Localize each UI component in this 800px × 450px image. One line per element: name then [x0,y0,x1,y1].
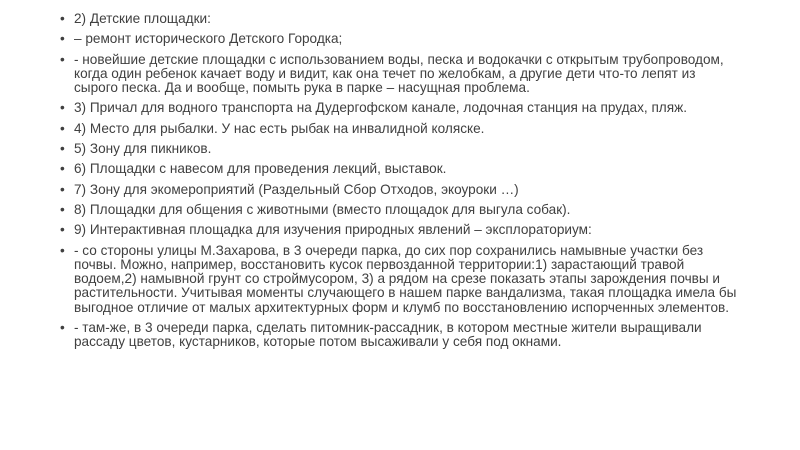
bullet-icon: • [60,51,65,67]
bullet-icon: • [60,242,65,258]
list-item [60,142,740,156]
list-item-text: 2) Детские площадки: [74,11,211,26]
list-item-text: 7) Зону для экомероприятий (Раздельный Сбор Отходов, экоуроки …) [74,181,519,197]
list-item-text: 8) Площадки для общения с животными (вместо площадок для выгула собак). [74,201,571,217]
list-item [60,101,740,115]
bullet-icon: • [60,320,65,336]
list-item [60,203,740,217]
list-item-text: – ремонт исторического Детского Городка; [74,31,343,47]
list-item-text: 3) Причал для водного транспорта на Дудергофском канале, лодочная станция на прудах, пляж. [74,100,687,116]
list-item-text: - там-же, в 3 очереди парка, сделать питомник-рассадник, в котором местные жители выращивали рассаду цветов, кустарников, которые потом высаживали у себя под окнами. [74,320,702,350]
list-item [60,244,740,315]
list-item-text: - со стороны улицы М.Захарова, в 3 очереди парка, до сих пор сохранились намывные участки без почвы. Можно, например, восстановить кусок первозданной территории:1) зарастающий травой водоем,2) намывной грунт со строймусором, 3) а рядом на срезе показать этапы зарождения почвы и растительности. Учитывая моменты случающего в нашем парке вандализма, такая площадка имела бы выгодное отличие от малых архитектурных форм и клумб по восстановлению испорченных элементов. [74,242,737,315]
bullet-icon: • [60,141,65,157]
bullet-icon: • [60,161,65,177]
list-item [60,53,740,96]
list-item-text: - новейшие детские площадки с использованием воды, песка и водокачки с открытым трубопроводом, когда один ребенок качает воду и видит, как она течет по желобкам, а другие дети что-то лепят из сырого песка. Да и вообще, помыть рука в парке – насущная проблема. [74,51,724,96]
list-item-text: 6) Площадки с навесом для проведения лекций, выставок. [74,161,447,177]
bullet-icon: • [60,11,65,26]
list-item-text: 5) Зону для пикников. [74,141,212,157]
list-item [60,12,740,26]
bullet-icon: • [60,100,65,116]
list-item [60,162,740,176]
bullet-icon: • [60,181,65,197]
bullet-icon: • [60,201,65,217]
bullet-icon: • [60,31,65,47]
list-item [60,122,740,136]
list-item [60,32,740,46]
list-item-text: 9) Интерактивная площадка для изучения природных явлений – эксплораториум: [74,222,592,238]
bullet-list [60,12,740,356]
bullet-icon: • [60,120,65,136]
list-item-text: 4) Место для рыбалки. У нас есть рыбак на инвалидной коляске. [74,120,485,136]
list-item [60,223,740,237]
bullet-icon: • [60,222,65,238]
list-item [60,183,740,197]
list-item [60,321,740,350]
